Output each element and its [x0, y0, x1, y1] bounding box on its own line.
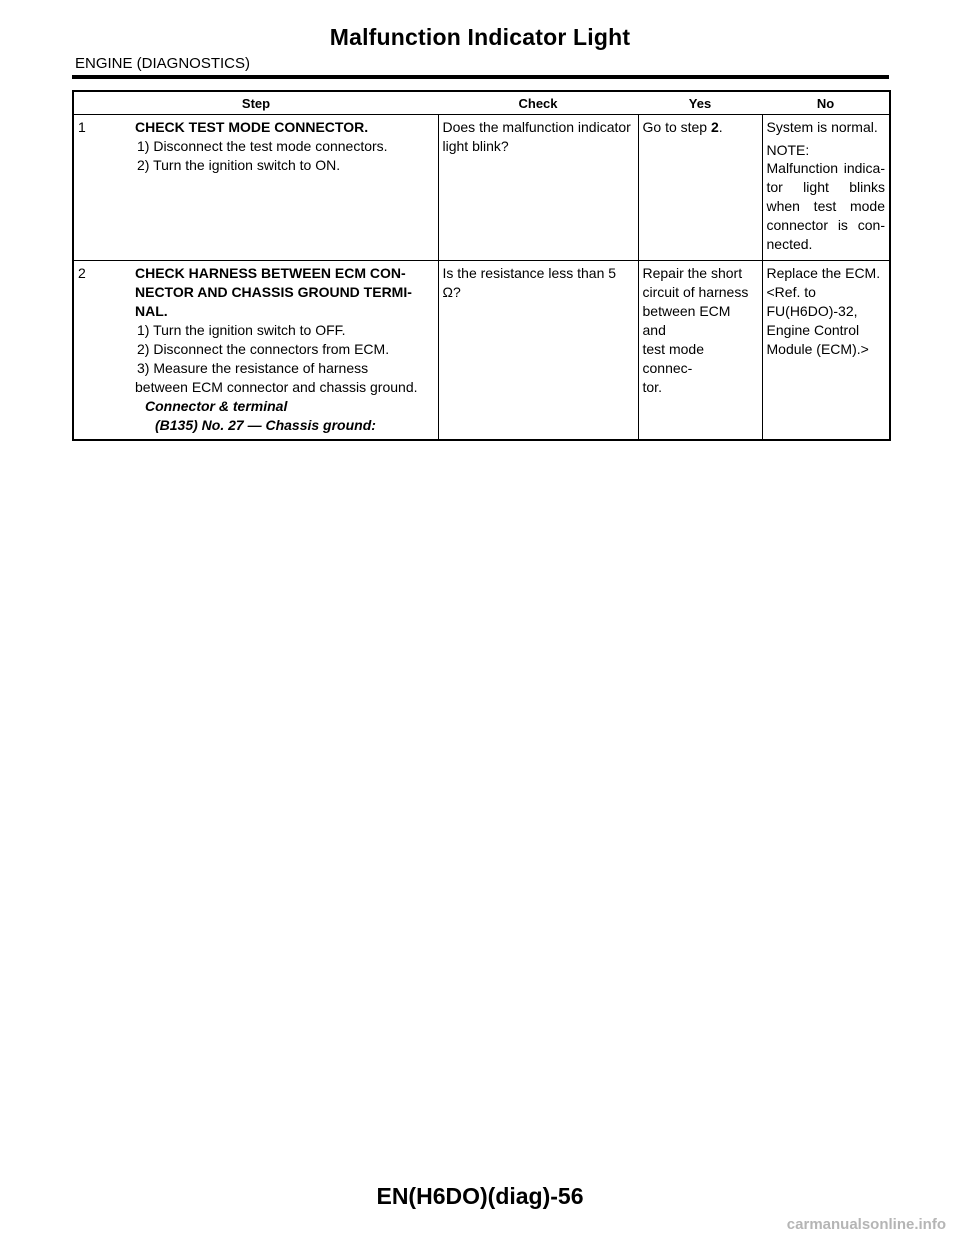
yes-cell — [638, 115, 762, 261]
step-instruction: 2) Turn the ignition switch to ON. — [137, 157, 341, 173]
header-rule — [72, 75, 889, 79]
step-instruction: 2) Disconnect the connectors from ECM. — [137, 341, 390, 357]
page-number: EN(H6DO)(diag)-56 — [376, 1183, 584, 1209]
note-label: NOTE: — [766, 142, 810, 158]
reference-link[interactable]: Engine Control — [766, 322, 860, 338]
step-title: NECTOR AND CHASSIS GROUND TERMI- — [135, 284, 412, 300]
step-title: CHECK HARNESS BETWEEN ECM CON- — [135, 265, 406, 281]
yes-text: Go to step — [642, 119, 711, 135]
note-text: Malfunction indica- — [766, 160, 885, 176]
note-text: nected. — [766, 236, 813, 252]
check-text: Is the resistance less than 5 — [442, 265, 617, 281]
check-text: Ω? — [442, 284, 461, 300]
check-cell — [438, 261, 638, 441]
step-title: CHECK TEST MODE CONNECTOR. — [135, 119, 369, 135]
step-title: NAL. — [135, 303, 168, 319]
reference-link[interactable]: FU(H6DO)-32, — [766, 303, 858, 319]
yes-cell — [638, 261, 762, 441]
step-number: 1 — [78, 119, 86, 135]
step-instruction: between ECM connector and chassis ground. — [135, 379, 418, 395]
no-text: System is normal. — [766, 119, 878, 135]
table-row — [73, 115, 890, 261]
column-header-step: Step — [73, 91, 438, 115]
no-cell — [762, 261, 890, 441]
page-title: Malfunction Indicator Light — [329, 24, 631, 50]
column-header-yes: Yes — [638, 91, 762, 115]
yes-text: test mode connec- — [642, 341, 704, 376]
table-header-row — [73, 91, 890, 115]
no-cell — [762, 115, 890, 261]
section-heading: ENGINE (DIAGNOSTICS) — [75, 55, 251, 72]
column-header-no: No — [762, 91, 890, 115]
check-text: light blink? — [442, 138, 509, 154]
note-text: when test mode — [766, 198, 885, 214]
check-text: Does the malfunction indicator — [442, 119, 631, 135]
reference-link[interactable]: Module (ECM).> — [766, 341, 869, 357]
yes-text: circuit of harness — [642, 284, 749, 300]
yes-text: tor. — [642, 379, 662, 395]
step-instruction: 1) Turn the ignition switch to OFF. — [137, 322, 346, 338]
spec-label: Connector & terminal — [145, 398, 288, 414]
step-number: 2 — [78, 265, 86, 281]
step-instruction: 3) Measure the resistance of harness — [137, 360, 369, 376]
check-cell — [438, 115, 638, 261]
yes-step-link[interactable]: 2 — [710, 119, 719, 135]
yes-text: between ECM and — [642, 303, 731, 338]
note-text: connector is con- — [766, 217, 885, 233]
step-cell — [73, 115, 438, 261]
column-header-check: Check — [438, 91, 638, 115]
table-row — [73, 261, 890, 441]
step-cell — [73, 261, 438, 441]
watermark: carmanualsonline.info — [786, 1216, 946, 1233]
no-text: Replace the ECM. — [766, 265, 881, 281]
yes-text: Repair the short — [642, 265, 743, 281]
spec-value: (B135) No. 27 — Chassis ground: — [155, 417, 376, 433]
step-instruction: 1) Disconnect the test mode connectors. — [137, 138, 388, 154]
yes-text-suffix: . — [718, 119, 723, 135]
diagnostic-table — [72, 90, 891, 441]
reference-link[interactable]: <Ref. to — [766, 284, 816, 300]
note-text: tor light blinks — [766, 179, 885, 195]
